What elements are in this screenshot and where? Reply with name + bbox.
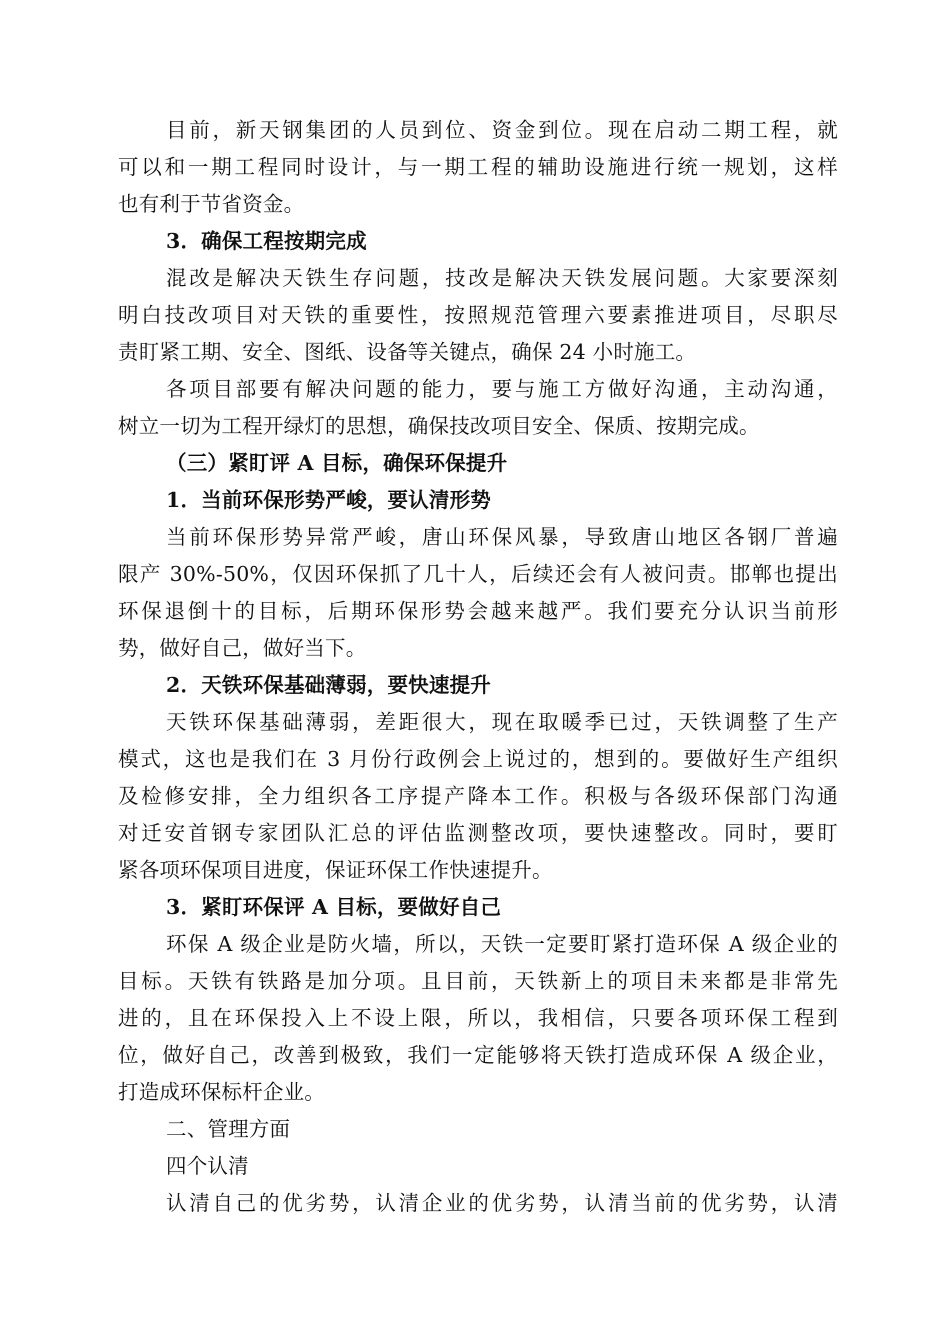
paragraph-line: 认清自己的优劣势，认清企业的优劣势，认清当前的优劣势，认清	[166, 1191, 838, 1215]
paragraph-line: 及检修安排，全力组织各工序提产降本工作。积极与各级环保部门沟通	[118, 784, 838, 808]
paragraph-line: 模式，这也是我们在 3 月份行政例会上说过的，想到的。要做好生产组织	[118, 747, 838, 771]
document-page	[118, 112, 838, 1222]
paragraph-line: 进的，且在环保投入上不设上限，所以，我相信，只要各项环保工程到	[118, 1006, 838, 1030]
paragraph-line: 目前，新天钢集团的人员到位、资金到位。现在启动二期工程，就	[166, 118, 838, 142]
section-heading: 3．紧盯环保评 A 目标，要做好自己	[166, 895, 502, 919]
paragraph-line: 天铁环保基础薄弱，差距很大，现在取暖季已过，天铁调整了生产	[166, 710, 838, 734]
paragraph-line: 可以和一期工程同时设计，与一期工程的辅助设施进行统一规划，这样	[118, 155, 838, 179]
paragraph-line: 混改是解决天铁生存问题，技改是解决天铁发展问题。大家要深刻	[166, 266, 838, 290]
paragraph-line: 紧各项环保项目进度，保证环保工作快速提升。	[118, 858, 553, 882]
paragraph-line: 对迁安首钢专家团队汇总的评估监测整改项，要快速整改。同时，要盯	[118, 821, 838, 845]
paragraph-line: 各项目部要有解决问题的能力，要与施工方做好沟通，主动沟通，	[166, 377, 838, 401]
paragraph-line: 打造成环保标杆企业。	[118, 1080, 325, 1104]
paragraph-line: 树立一切为工程开绿灯的思想，确保技改项目安全、保质、按期完成。	[118, 414, 760, 438]
paragraph-line: 也有利于节省资金。	[118, 192, 305, 216]
paragraph-line: 环保 A 级企业是防火墙，所以，天铁一定要盯紧打造环保 A 级企业的	[166, 932, 838, 956]
paragraph-line: 限产 30%-50%，仅因环保抓了几十人，后续还会有人被问责。邯郸也提出	[118, 562, 838, 586]
paragraph-line: 当前环保形势异常严峻，唐山环保风暴，导致唐山地区各钢厂普遍	[166, 525, 838, 549]
section-heading: 二、管理方面	[166, 1117, 291, 1141]
section-heading: 3．确保工程按期完成	[166, 229, 367, 253]
paragraph-line: 责盯紧工期、安全、图纸、设备等关键点，确保 24 小时施工。	[118, 340, 697, 364]
section-heading: 1．当前环保形势严峻，要认清形势	[166, 488, 491, 512]
paragraph-line: 明白技改项目对天铁的重要性，按照规范管理六要素推进项目，尽职尽	[118, 303, 838, 327]
section-heading: 2．天铁环保基础薄弱，要快速提升	[166, 673, 491, 697]
section-heading: （三）紧盯评 A 目标，确保环保提升	[166, 451, 508, 475]
paragraph-line: 环保退倒十的目标，后期环保形势会越来越严。我们要充分认识当前形	[118, 599, 838, 623]
paragraph-line: 目标。天铁有铁路是加分项。且目前，天铁新上的项目未来都是非常先	[118, 969, 838, 993]
paragraph-line: 位，做好自己，改善到极致，我们一定能够将天铁打造成环保 A 级企业，	[118, 1043, 838, 1067]
paragraph-line: 势，做好自己，做好当下。	[118, 636, 367, 660]
subsection-heading: 四个认清	[166, 1154, 249, 1178]
